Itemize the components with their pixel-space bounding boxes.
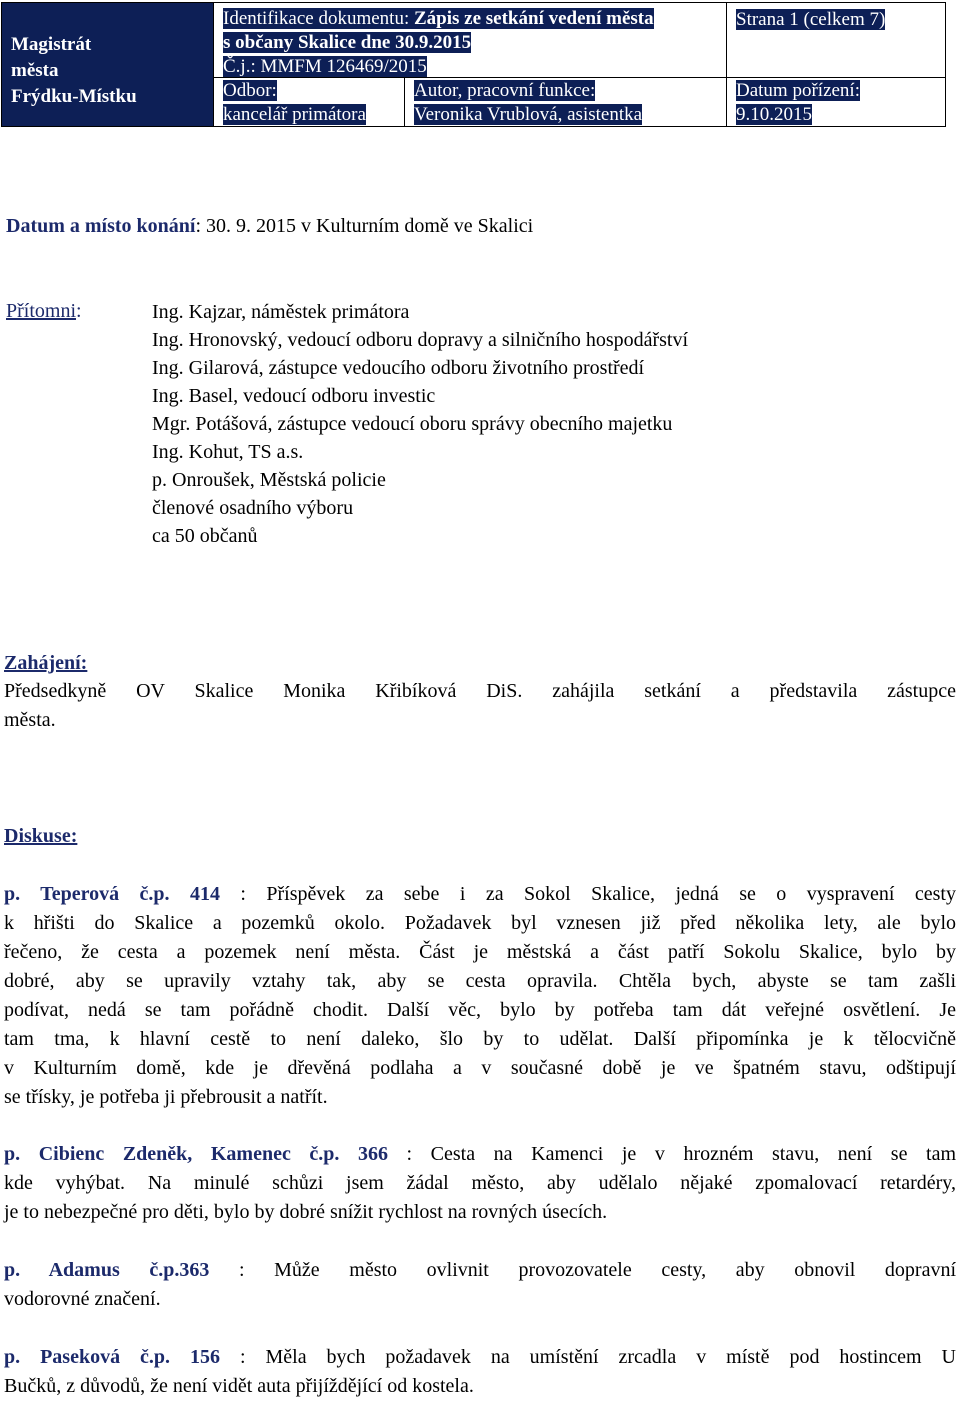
paragraph-line: řečeno, že cesta a pozemek není města. Část je městská a část patří Sokolu Skalice, bylo by [4, 941, 956, 963]
header-divider [213, 3, 214, 126]
document-header-table [1, 2, 946, 127]
department-cell [214, 78, 404, 126]
present-label: Přítomni [6, 300, 77, 322]
attendee-item: členové osadního výboru [152, 497, 354, 519]
author-cell [405, 78, 726, 126]
paragraph-line: Předsedkyně OV Skalice Monika Křibíková DiS. zahájila setkání a představila zástupce [4, 680, 956, 702]
speaker-name: p. Cibienc Zdeněk, Kamenec č.p. 366 [4, 1143, 388, 1165]
org-line: Magistrát [11, 34, 92, 55]
department-label: Odbor: [223, 80, 277, 101]
header-divider [213, 77, 945, 78]
paragraph-line: dobré, aby se upravily vztahy tak, aby se cesta opravila. Chtěla bych, abyste se tam zašli [4, 970, 956, 992]
present-colon: : [76, 300, 82, 322]
paragraph-line: Cesta na Kamenci je v hrozném stavu, není se tam [430, 1143, 956, 1165]
present-heading [6, 297, 82, 326]
author-label: Autor, pracovní funkce: [414, 80, 596, 101]
meeting-label: Datum a místo konání [6, 215, 196, 237]
ident-title-part1: Zápis ze setkání vedení města [414, 8, 654, 29]
date-value: 9.10.2015 [736, 104, 812, 125]
opening-paragraph [4, 677, 956, 735]
attendee-list [152, 298, 688, 550]
discussion-entry [4, 880, 956, 1112]
paragraph-line: je to nebezpečné pro děti, bylo by dobré snížit rychlost na rovných úsecích. [4, 1201, 608, 1223]
speaker-name: p. Adamus č.p.363 [4, 1259, 210, 1281]
speaker-separator: : [387, 1143, 431, 1165]
author-value: Veronika Vrublová, asistentka [414, 104, 643, 125]
attendee-item: Mgr. Potášová, zástupce vedoucí oboru správy obecního majetku [152, 413, 673, 435]
header-divider [404, 78, 405, 126]
paragraph-line: se třísky, je potřeba ji přebrousit a natřít. [4, 1086, 328, 1108]
department-value: kancelář primátora [223, 104, 366, 125]
discussion-heading [4, 822, 77, 851]
date-label: Datum pořízení: [736, 80, 860, 101]
paragraph-line: Může město ovlivnit provozovatele cesty, aby obnovil dopravní [274, 1259, 957, 1281]
page-number: Strana 1 (celkem 7) [736, 9, 886, 30]
meeting-date-place [6, 212, 533, 241]
speaker-name: p. Paseková č.p. 156 [4, 1346, 220, 1368]
paragraph-line: Příspěvek za sebe i za Sokol Skalice, jedná se o vyspravení cesty [266, 883, 956, 905]
speaker-separator: : [220, 1346, 266, 1368]
ident-title-part2: s občany Skalice dne 30.9.2015 [223, 32, 472, 53]
discussion-entry [4, 1140, 956, 1227]
paragraph-line: podívat, nedá se tam pořádně chodit. Další věc, bylo by potřeba tam dát veřejné osvětlení. Je [4, 999, 956, 1021]
speaker-name: p. Teperová č.p. 414 [4, 883, 220, 905]
attendee-item: Ing. Kajzar, náměstek primátora [152, 301, 410, 323]
header-divider [726, 3, 727, 126]
paragraph-line: Měla bych požadavek na umístění zrcadla v místě pod hostincem U [265, 1346, 957, 1368]
attendee-item: Ing. Gilarová, zástupce vedoucího odboru životního prostředí [152, 357, 645, 379]
speaker-separator: : [219, 883, 267, 905]
page-number-cell [727, 3, 945, 77]
organization-name [2, 3, 213, 126]
discussion-label: Diskuse: [4, 825, 78, 847]
paragraph-line: tam tma, k hlavní cestě to není daleko, šlo by to udělat. Další připomínka je k tělocvičně [4, 1028, 956, 1050]
org-line: Frýdku-Místku [11, 86, 137, 107]
paragraph-line: vodorovné značení. [4, 1288, 161, 1310]
paragraph-line: kde vyhýbat. Na minulé schůzi jsem žádal město, aby udělalo nějaké zpomalovací retardéry, [4, 1172, 956, 1194]
ident-label: Identifikace dokumentu: [223, 8, 414, 29]
speaker-separator: : [209, 1259, 275, 1281]
reference-label: Č.j. [223, 56, 251, 77]
reference-number: : MMFM 126469/2015 [250, 56, 427, 77]
paragraph-line: k hřišti do Skalice a pozemků okolo. Požadavek byl vznesen již před několika lety, ale bylo [4, 912, 956, 934]
paragraph-line: města. [4, 709, 56, 731]
org-line: města [11, 60, 59, 81]
discussion-entry [4, 1256, 956, 1314]
discussion-entry [4, 1343, 956, 1401]
meeting-value: : 30. 9. 2015 v Kulturním domě ve Skalici [195, 215, 534, 237]
document-identification [214, 3, 726, 77]
attendee-item: p. Onroušek, Městská policie [152, 469, 386, 491]
date-created-cell [727, 78, 945, 126]
opening-label: Zahájení: [4, 652, 88, 674]
attendee-item: Ing. Kohut, TS a.s. [152, 441, 304, 463]
attendee-item: ca 50 občanů [152, 525, 258, 547]
attendee-item: Ing. Basel, vedoucí odboru investic [152, 385, 436, 407]
attendee-item: Ing. Hronovský, vedoucí odboru dopravy a silničního hospodářství [152, 329, 689, 351]
paragraph-line: Bučků, z důvodů, že není vidět auta přijíždějící od kostela. [4, 1375, 474, 1397]
opening-heading [4, 649, 87, 678]
paragraph-line: v Kulturním domě, kde je dřevěná podlaha a v současné době je ve špatném stavu, odštipují [4, 1057, 956, 1079]
